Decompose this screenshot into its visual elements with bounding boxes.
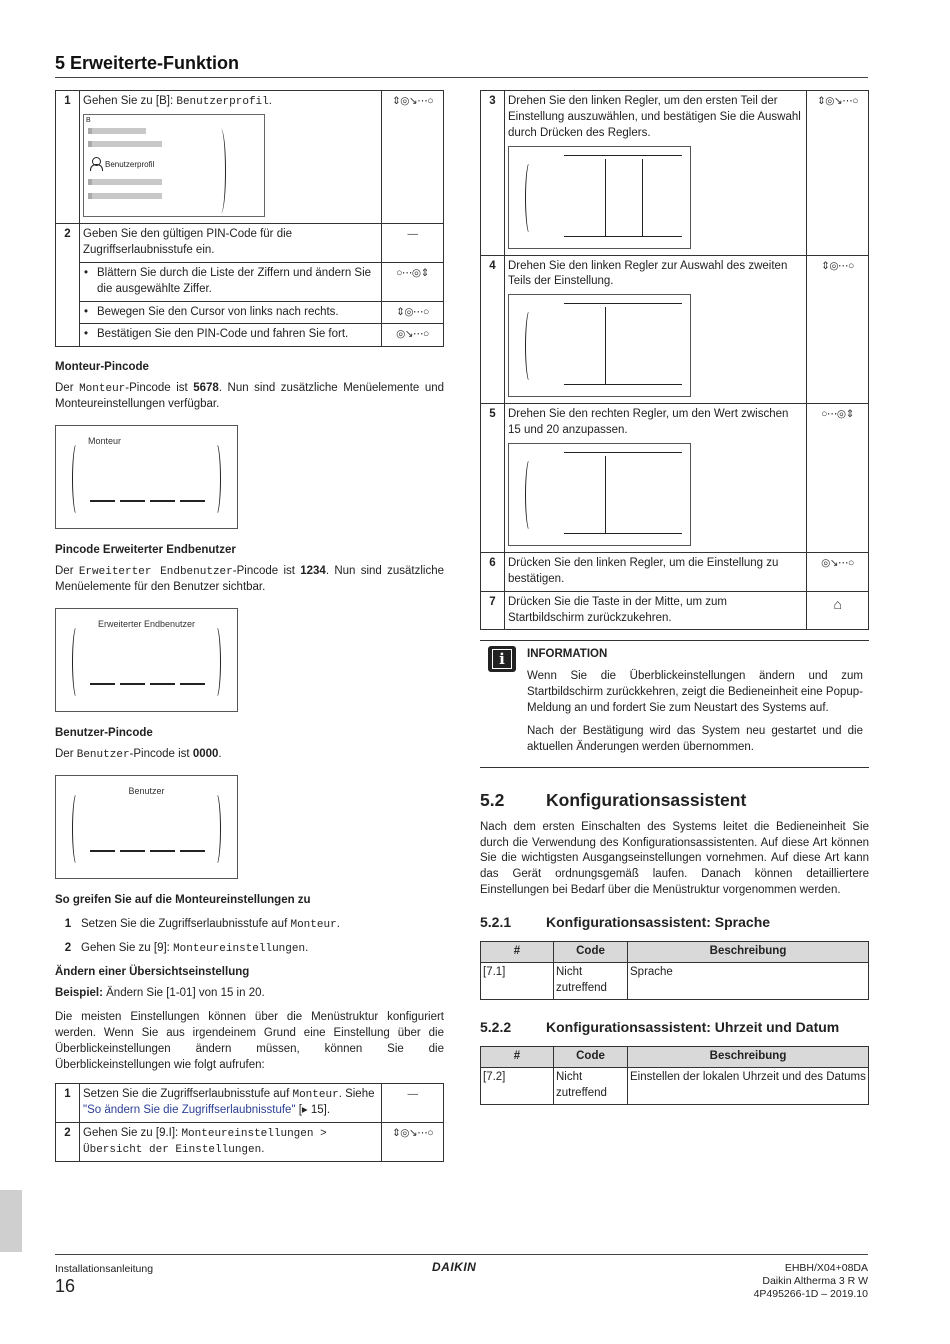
settings-steps-table — [480, 90, 869, 630]
table-row — [56, 91, 444, 224]
step-number: 1 — [56, 91, 80, 224]
page-number: 16 — [55, 1276, 76, 1296]
table-row — [481, 91, 869, 256]
list-item: 2 Gehen Sie zu [9]: Monteureinstellungen. — [64, 942, 309, 956]
table-row — [56, 1083, 444, 1122]
chapter-title: 5 Erweiterte-Funktion — [55, 53, 240, 73]
settings-screen-illustration — [508, 443, 691, 546]
table-row — [481, 591, 869, 630]
example-line: Beispiel: Ändern Sie [1-01] von 15 in 20. — [55, 987, 265, 1000]
menu-bar — [88, 141, 162, 147]
pin-code: 1234 — [300, 565, 326, 578]
scroll-indicator — [216, 129, 226, 213]
dash-icon: — — [382, 224, 444, 263]
subsection-heading: 5.2.2 Konfigurationsassistent: Uhrzeit und Datum — [480, 1018, 840, 1035]
table-header-row: # Code Beschreibung — [481, 942, 869, 963]
left-column — [55, 90, 444, 1162]
step-text: Drehen Sie den rechten Regler, um den Wert zwischen 15 und 20 anzupassen. — [505, 404, 807, 553]
settings-screen-illustration — [508, 294, 691, 397]
chapter-side-tab — [0, 1190, 22, 1252]
benutzer-paragraph: Der Benutzer-Pincode ist 0000. — [55, 747, 222, 761]
table-row — [481, 255, 869, 404]
dial-icon: ⇕◎↘⋯○ — [382, 91, 444, 224]
benutzer-heading: Benutzer-Pincode — [55, 727, 153, 740]
screen-menu-label: B — [86, 117, 91, 125]
dial-icon: ○⋯◎⇕ — [382, 262, 444, 301]
table-row — [481, 404, 869, 553]
endbenutzer-paragraph: Der Erweiterter Endbenutzer-Pincode ist 1234. Nun sind zusätzliche Menüelemente für den Benutzer sichtbar. — [55, 565, 444, 594]
overview-settings-table — [55, 1083, 444, 1162]
right-dial-arc — [211, 792, 221, 866]
table-row — [481, 553, 869, 592]
menu-screen-illustration — [83, 114, 265, 217]
access-heading: So greifen Sie auf die Monteureinstellungen zu — [55, 894, 311, 907]
info-title: INFORMATION — [527, 648, 608, 661]
dial-icon: ⇕◎↘⋯○ — [382, 1122, 444, 1161]
bullet-text: Bestätigen Sie den PIN-Code und fahren Sie fort. — [97, 328, 349, 341]
footer-model-info: EHBH/X04+08DA Daikin Altherma 3 R W 4P495266-1D – 2019.10 — [753, 1262, 868, 1301]
change-paragraph: Die meisten Einstellungen können über die Menüstruktur konfiguriert werden. Wenn Sie aus irgendeinem Grund eine Einstellung über die Überblickeinstellungen ändern müssen, können Sie die Überblickeinstellungen wie folgt aufrufen: — [55, 1011, 444, 1071]
config-table-language — [480, 941, 869, 1000]
table-row: • Blättern Sie durch die Liste der Ziffern und ändern Sie die ausgewählte Ziffer. ○⋯◎⇕ — [56, 262, 444, 301]
left-dial-arc — [72, 625, 82, 699]
user-icon — [90, 157, 102, 171]
step-text: Geben Sie den gültigen PIN-Code für die Zugriffserlaubnisstufe ein. — [80, 224, 382, 263]
table-row — [56, 1122, 444, 1161]
access-steps — [55, 917, 444, 957]
footer-doc-type: Installationsanleitung — [55, 1263, 154, 1275]
config-table-datetime — [480, 1046, 869, 1105]
pin-code: 5678 — [193, 382, 219, 395]
section-paragraph: Nach dem ersten Einschalten des Systems leitet die Bedieneinheit Sie durch die Verwendung des Konfigurationsassistenten. Auf diese Art können Sie die wichtigsten Ausgangseinstellungen vornehmen. Auf diese Art kann das Gerät ordnungsgemäß laufen. Danach können detailliertere Einstellungen bei Bedarf über die Menüstruktur vorgenommen werden. — [480, 820, 869, 897]
settings-screen-illustration — [508, 146, 691, 249]
change-heading: Ändern einer Übersichtseinstellung — [55, 966, 250, 979]
list-item: 1 Setzen Sie die Zugriffserlaubnisstufe auf Monteur. — [64, 918, 340, 931]
pin-code: 0000 — [192, 747, 219, 760]
step-number: 1 — [56, 1083, 80, 1122]
dash-icon: — — [382, 1083, 444, 1122]
step-number: 7 — [481, 591, 505, 630]
step-number: 4 — [481, 255, 505, 404]
step-number: 2 — [56, 1122, 80, 1161]
left-dial-arc — [72, 792, 82, 866]
screen-title: Erweiterter Endbenutzer — [97, 619, 196, 630]
pin-placeholder — [90, 683, 205, 685]
pin-screen-endbenutzer — [55, 608, 238, 712]
step-number: 5 — [481, 404, 505, 553]
chapter-rule — [55, 77, 868, 78]
footer-rule — [55, 1254, 868, 1255]
monteur-paragraph: Der Monteur-Pincode ist 5678. Nun sind zusätzliche Menüelemente und Monteureinstellungen verfügbar. — [55, 382, 445, 411]
screen-title: Benutzer — [128, 786, 165, 797]
step-number: 6 — [481, 553, 505, 592]
step-text: Gehen Sie zu [B]: Benutzerprofil. B Benutzerprofil — [80, 91, 382, 224]
subsection-heading: 5.2.1 Konfigurationsassistent: Sprache — [480, 914, 771, 931]
left-dial-arc — [525, 161, 535, 235]
dial-icon: ◎↘⋯○ — [382, 324, 444, 347]
dial-icon: ○⋯◎⇕ — [807, 404, 869, 553]
home-icon: ⌂ — [807, 591, 869, 630]
left-dial-arc — [72, 442, 82, 516]
step-number: 2 — [56, 224, 80, 347]
left-dial-arc — [525, 309, 535, 383]
table-row: [7.1] Nicht zutreffend Sprache — [481, 963, 869, 1000]
menu-bar — [88, 128, 146, 134]
table-header-row: # Code Beschreibung — [481, 1047, 869, 1068]
bullet-text: Bewegen Sie den Cursor von links nach rechts. — [97, 305, 339, 318]
profile-item: Benutzerprofil — [90, 157, 154, 171]
info-icon: i — [488, 646, 516, 672]
information-box — [480, 640, 869, 767]
step-text: Gehen Sie zu [9.I]: Monteureinstellungen > Übersicht der Einstellungen. — [80, 1122, 382, 1161]
pin-screen-benutzer — [55, 775, 238, 879]
info-paragraph: Wenn Sie die Überblickeinstellungen ändern und zum Startbildschirm zurückkehren, zeigt die Bedieneinheit eine Popup-Meldung an und fordert Sie zum Neustart des Systems auf. — [527, 670, 863, 715]
pin-entry-table — [55, 90, 444, 347]
screen-title: Monteur — [88, 436, 122, 447]
table-row: [7.2] Nicht zutreffend Einstellen der lokalen Uhrzeit und des Datums — [481, 1068, 869, 1105]
pin-placeholder — [90, 500, 205, 502]
cross-reference-link[interactable]: "So ändern Sie die Zugriffserlaubnisstufe" — [83, 1103, 296, 1116]
dial-icon: ⇕◎⋯○ — [807, 255, 869, 404]
table-row — [56, 224, 444, 263]
pin-placeholder — [90, 850, 205, 852]
step-text: Drehen Sie den linken Regler zur Auswahl des zweiten Teils der Einstellung. — [505, 255, 807, 404]
dial-icon: ◎↘⋯○ — [807, 553, 869, 592]
endbenutzer-heading: Pincode Erweiterter Endbenutzer — [55, 544, 236, 557]
monteur-heading: Monteur-Pincode — [55, 361, 149, 374]
dial-icon: ⇕◎⋯○ — [382, 301, 444, 324]
step-number: 3 — [481, 91, 505, 256]
right-column — [480, 90, 869, 1105]
info-paragraph: Nach der Bestätigung wird das System neu gestartet und die aktuellen Änderungen werden übernommen. — [527, 724, 863, 753]
table-row: • Bestätigen Sie den PIN-Code und fahren Sie fort. ◎↘⋯○ — [56, 324, 444, 347]
code-text: Benutzerprofil — [176, 96, 269, 108]
menu-bar — [88, 193, 162, 199]
bullet-text: Blättern Sie durch die Liste der Ziffern und ändern Sie die ausgewählte Ziffer. — [97, 266, 372, 295]
left-dial-arc — [525, 458, 535, 532]
step-text: Setzen Sie die Zugriffserlaubnisstufe auf Monteur. Siehe "So ändern Sie die Zugriffserlaubnisstufe" [▸ 15]. — [80, 1083, 382, 1122]
brand-logo: DAIKIN — [432, 1260, 477, 1274]
menu-bar — [88, 179, 162, 185]
right-dial-arc — [211, 625, 221, 699]
step-text: Drücken Sie den linken Regler, um die Einstellung zu bestätigen. — [505, 553, 807, 592]
pin-screen-monteur — [55, 425, 238, 529]
table-row: • Bewegen Sie den Cursor von links nach rechts. ⇕◎⋯○ — [56, 301, 444, 324]
section-heading: 5.2 Konfigurationsassistent — [480, 789, 747, 810]
dial-icon: ⇕◎↘⋯○ — [807, 91, 869, 256]
step-text: Drehen Sie den linken Regler, um den ersten Teil der Einstellung auszuwählen, und bestätigen Sie die Auswahl durch Drücken des Reglers. — [505, 91, 807, 256]
step-text: Drücken Sie die Taste in der Mitte, um zum Startbildschirm zurückzukehren. — [505, 591, 807, 630]
right-dial-arc — [211, 442, 221, 516]
